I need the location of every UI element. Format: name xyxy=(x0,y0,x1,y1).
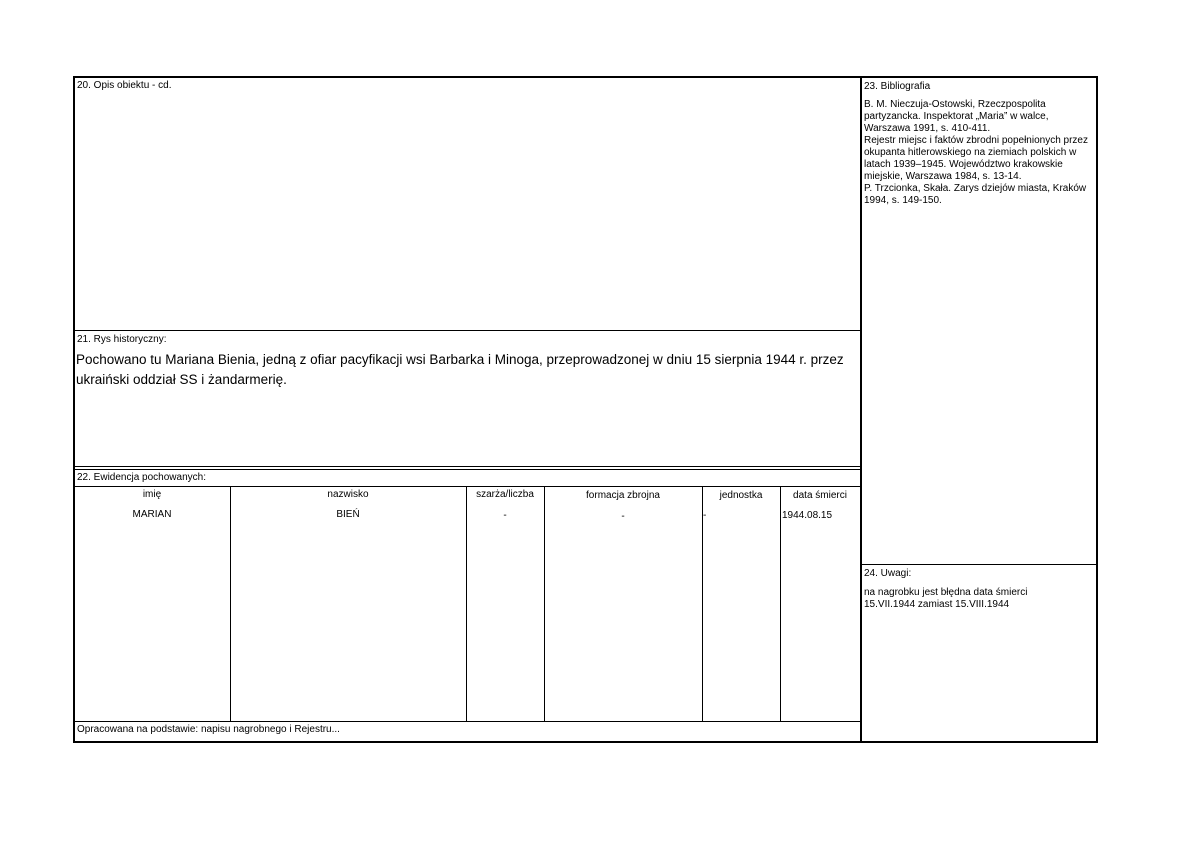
table-row-death-date: 1944.08.15 xyxy=(782,510,833,521)
table-row-surname: BIEŃ xyxy=(336,509,360,520)
section-24-label: 24. Uwagi: xyxy=(864,568,912,579)
frame-bottom-line xyxy=(73,741,861,743)
compiled-basis-text: Opracowana na podstawie: napisu nagrobnego i Rejestru... xyxy=(77,724,340,735)
bibliography-entry: Rejestr miejsc i faktów zbrodni popełnionych przez okupanta hitlerowskiego na ziemiach polskich w latach 1939–1945. Województwo krakowskie miejskie, Warszawa 1984, s. 13-14. xyxy=(864,135,1088,182)
table-row-first-name: MARIAN xyxy=(132,509,172,520)
divider-20-21 xyxy=(74,330,860,331)
bibliography-entry: B. M. Nieczuja-Ostowski, Rzeczpospolita partyzancka. Inspektorat „Maria” w walce, Warszawa 1991, s. 410-411. xyxy=(864,99,1049,134)
divider-23-24 xyxy=(861,564,1097,565)
col-header-armed-formation: formacja zbrojna xyxy=(586,490,660,501)
col-header-rank: szarża/liczba xyxy=(476,489,534,500)
divider-21-22-second xyxy=(74,469,860,470)
table-bottom-line xyxy=(74,721,860,722)
table-col-sep-5 xyxy=(780,486,781,721)
col-header-first-name: imię xyxy=(142,489,162,500)
col-header-surname: nazwisko xyxy=(327,489,369,500)
col-header-unit: jednostka xyxy=(719,490,763,501)
divider-21-22 xyxy=(74,466,860,467)
table-row-rank: - xyxy=(503,510,507,521)
col-header-death-date: data śmierci xyxy=(793,490,847,501)
historical-outline-text: Pochowano tu Mariana Bienia, jedną z ofiar pacyfikacji wsi Barbarka i Minoga, przeprowadzonej w dniu 15 sierpnia 1944 r. przez ukraiński oddział SS i żandarmerię. xyxy=(76,352,844,387)
column-divider xyxy=(860,77,862,742)
table-top-line xyxy=(74,486,860,487)
section-20-label: 20. Opis obiektu - cd. xyxy=(77,80,172,91)
section-22-label: 22. Ewidencja pochowanych: xyxy=(77,472,206,483)
remarks-text: na nagrobku jest błędna data śmierci 15.VII.1944 zamiast 15.VIII.1944 xyxy=(864,587,1028,610)
section-23-label: 23. Bibliografia xyxy=(864,81,931,92)
table-col-sep-1 xyxy=(230,486,231,721)
section-21-label: 21. Rys historyczny: xyxy=(77,334,167,345)
table-row-armed-formation: - xyxy=(621,511,625,522)
bibliography-entries xyxy=(864,99,1094,207)
bibliography-entry: P. Trzcionka, Skała. Zarys dziejów miasta, Kraków 1994, s. 149-150. xyxy=(864,183,1087,206)
table-row-unit: - xyxy=(703,510,707,521)
